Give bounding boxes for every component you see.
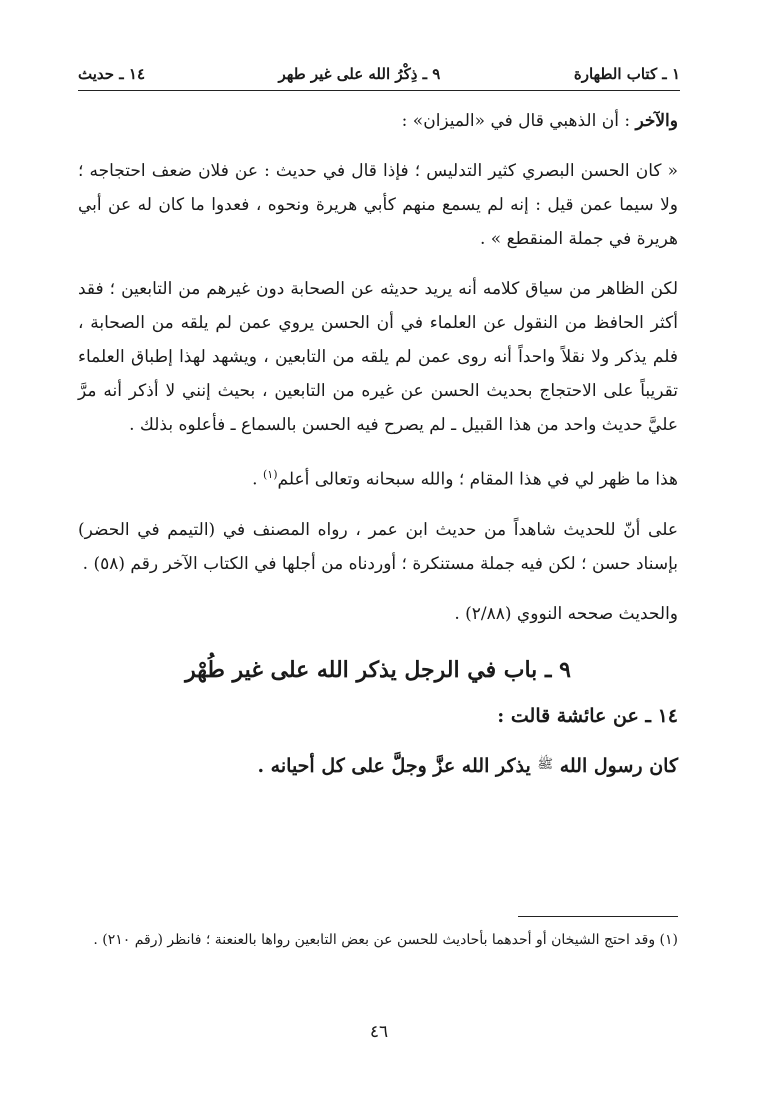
paragraph-conclusion-end: . xyxy=(252,469,263,490)
hadith-text-after: يذكر الله عزَّ وجلَّ على كل أحيانه . xyxy=(257,754,538,777)
header-chapter-title: ٩ ـ ذِكْرُ الله على غير طهر xyxy=(278,65,441,83)
footnote: (١) وقد احتج الشيخان أو أحدهما بأحاديث للحسن عن بعض التابعين رواها بالعنعنة ؛ فانظر (رقم ٢١٠) . xyxy=(93,932,678,948)
running-header xyxy=(78,62,680,86)
header-divider xyxy=(78,90,680,91)
chapter-title: ٩ ـ باب في الرجل يذكر الله على غير طُهْر xyxy=(185,656,571,683)
main-text xyxy=(78,104,678,786)
hadith-text xyxy=(78,749,678,786)
footnote-divider xyxy=(518,916,678,917)
hadith-text-before: كان رسول الله xyxy=(553,754,678,777)
paragraph-intro-rest: : أن الذهبي قال في «الميزان» : xyxy=(401,111,636,131)
paragraph-conclusion-text: هذا ما ظهر لي في هذا المقام ؛ والله سبحانه وتعالى أعلم xyxy=(277,469,678,490)
hadith-heading: ١٤ ـ عن عائشة قالت : xyxy=(497,704,678,727)
paragraph-authentication: والحديث صححه النووي (٢/٨٨) . xyxy=(454,603,678,624)
paragraph-intro xyxy=(78,104,678,138)
header-book-title: ١ ـ كتاب الطهارة xyxy=(573,65,680,83)
page-number: ٤٦ xyxy=(369,1022,389,1042)
paragraph-witness: على أنّ للحديث شاهداً من حديث ابن عمر ، رواه المصنف في (التيمم في الحضر) بإسناد حسن ؛ لكن فيه جملة مستنكرة ؛ أوردناه من أجلها في الكتاب الآخر رقم (٥٨) . xyxy=(78,519,678,574)
paragraph-quote: « كان الحسن البصري كثير التدليس ؛ فإذا قال في حديث : عن فلان ضعف احتجاجه ؛ ولا سيما عمن قيل : إنه لم يسمع منهم كأبي هريرة ونحوه ، فعدوا ما كان له عن أبي هريرة في جملة المنقطع » . xyxy=(78,161,678,249)
paragraph-intro-lead: والآخر xyxy=(635,111,678,131)
header-hadith-number: ١٤ ـ حديث xyxy=(78,65,146,83)
salutation-glyph: ﷺ xyxy=(537,756,554,772)
footnote-marker: (١) xyxy=(262,468,278,481)
paragraph-conclusion xyxy=(78,458,678,497)
paragraph-commentary: لكن الظاهر من سياق كلامه أنه يريد حديثه عن الصحابة دون غيرهم من التابعين ؛ فقد أكثر الحافظ من النقول عن العلماء في أن الحسن يروي عمن لم يلقه من الصحابة ، فلم يذكر ولا نقلاً واحداً أنه روى عمن لم يلقه من التابعين ، ويشهد لهذا إطباق العلماء تقريباً على الاحتجاج بحديث الحسن عن غيره من التابعين ، بحيث إنني لا أذكر أنه مرَّ عليَّ حديث واحد من هذا القبيل ـ لم يصرح فيه الحسن بالسماع ـ فأعلوه بذلك . xyxy=(78,279,678,435)
